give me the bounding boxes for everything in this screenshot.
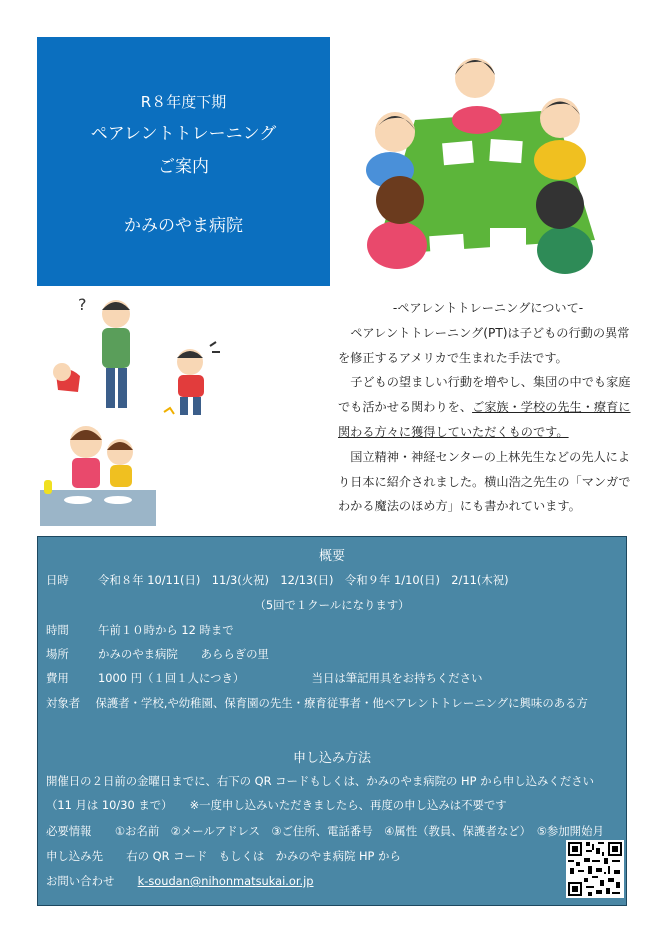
about-paragraph-1: ペアレントトレーニング(PT)は子どもの行動の異常を修正するアメリカで生まれた手法です。 [338,325,630,365]
svg-text:?: ? [78,295,87,314]
info-panel [37,536,627,906]
apply-line-2: （11 月は 10/30 まで） ※一度申し込みいただきましたら、再度の申し込みは不要です [46,798,507,812]
underlined-phrase: ご家族・学校の先生・療育に関わる方々に獲得していただくものです。 [338,400,631,439]
target-value: 保護者・学校,や幼稚園、保育園の先生・療育従事者・他ペアレントトレーニングに興味のある方 [95,696,588,710]
time-label: 時間 [46,623,69,637]
place-row [46,646,269,662]
apply-line-1: 開催日の２日前の金曜日までに、右下の QR コードもしくは、かみのやま病院の HP から申し込みください [46,774,594,788]
date-row [46,572,509,588]
apply-heading: 申し込み方法 [292,751,371,766]
about-paragraph-2: 子どもの望ましい行動を増やし、集団の中でも家庭でも活かせる関わりを、ご家族・学校の先生・療育に関わる方々に獲得していただくものです。 [338,375,631,439]
contact-email-link[interactable]: k-soudan@nihonmatsukai.or.jp [137,874,314,888]
troubled-parent-illustration [48,292,148,414]
term-label: R８年度下期 [140,93,227,111]
date-label: 日時 [46,573,69,587]
time-row [46,622,234,638]
angry-child-illustration [162,340,222,420]
fee-note: 当日は筆記用具をお持ちください [311,671,483,685]
info-label: 必要情報 [46,824,92,838]
target-row [46,695,588,711]
destination-value: 右の QR コード もしくは かみのやま病院 HP から [126,849,401,863]
date-value: 令和８年 10/11(日) 11/3(火祝) 12/13(日) 令和９年 1/10(日) 2/11(木祝) [98,573,509,587]
guide-label: ご案内 [158,157,209,177]
program-title: ペアレントトレーニング [90,124,277,144]
time-value: 午前１０時から 12 時まで [98,623,234,637]
about-section [338,296,638,519]
contact-row [46,873,314,889]
destination-label: 申し込み先 [46,849,103,863]
place-label: 場所 [46,647,69,661]
contact-label: お問い合わせ [46,874,115,888]
destination-row [46,848,401,864]
info-row [46,823,604,839]
fee-value: 1000 円（１回１人につき） [98,671,245,685]
place-value: かみのやま病院 あららぎの里 [98,647,269,661]
title-box [37,37,330,286]
fee-label: 費用 [46,671,69,685]
target-label: 対象者 [46,696,81,710]
mother-child-dishes-illustration [38,420,158,528]
summary-heading: 概要 [318,549,345,564]
qr-code-icon[interactable] [566,840,624,898]
about-paragraph-3: 国立精神・神経センターの上林先生などの先人により日本に紹介されました。横山浩之先生の「マンガでわかる魔法のほめ方」にも書かれています。 [338,449,631,514]
family-meeting-illustration [355,40,605,275]
fee-row [46,670,482,686]
about-heading: -ペアレントトレーニングについて- [392,301,584,315]
hospital-name: かみのやま病院 [124,216,243,236]
date-note: （5回で１クールになります） [254,598,410,612]
info-value: ①お名前 ②メールアドレス ③ご住所、電話番号 ④属性（教員、保護者など） ⑤参加開始月 [114,824,604,838]
